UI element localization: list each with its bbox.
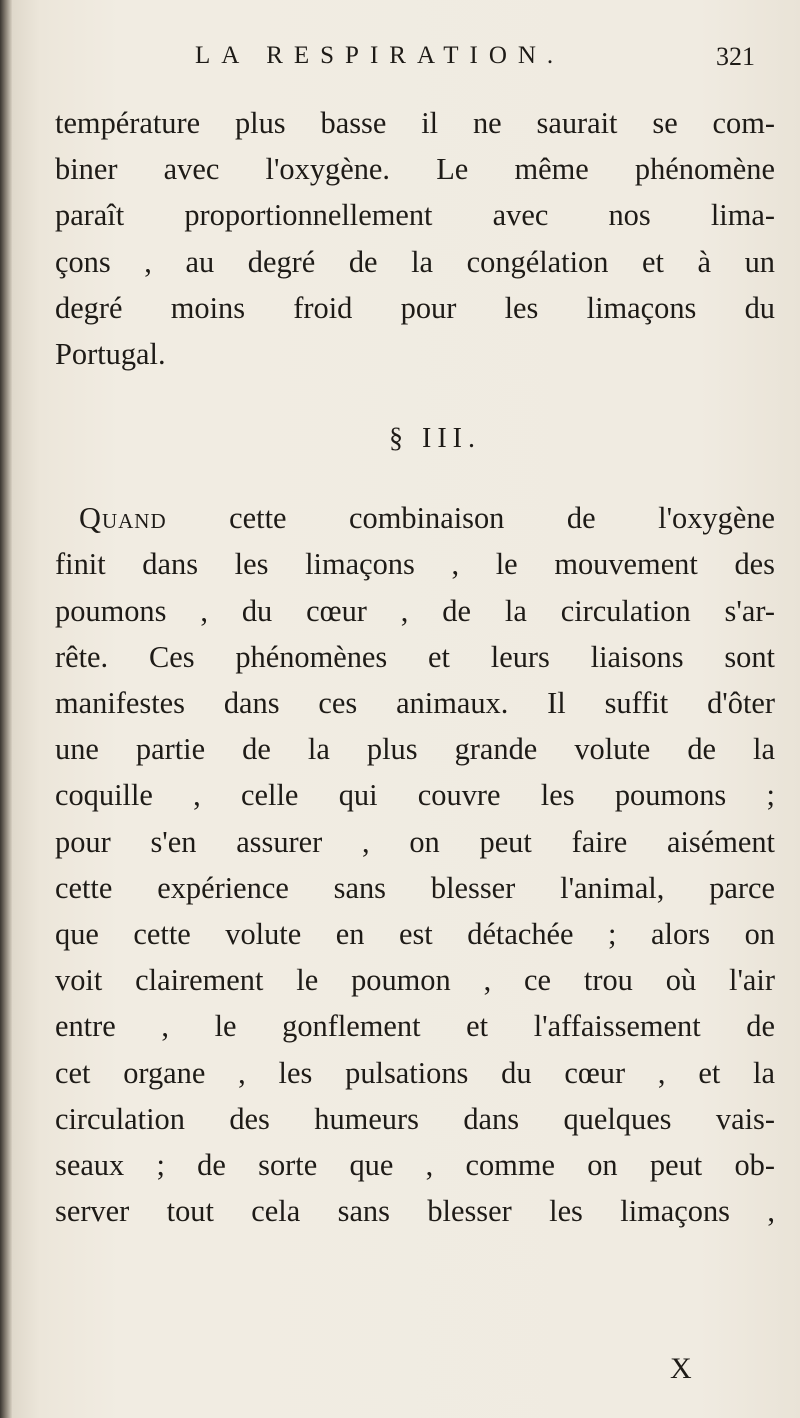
page-gutter-shadow bbox=[0, 0, 12, 1418]
text-line: coquille , celle qui couvre les poumons ; bbox=[55, 778, 775, 813]
text-line: degré moins froid pour les limaçons du bbox=[55, 290, 775, 325]
text-line: seaux ; de sorte que , comme on peut ob- bbox=[55, 1148, 775, 1183]
drop-word: Quand bbox=[79, 501, 167, 536]
text-line: entre , le gonflement et l'affaissement de bbox=[55, 1009, 775, 1044]
running-title: LA RESPIRATION. bbox=[195, 42, 565, 69]
text-line: çons , au degré de la congélation et à un bbox=[55, 244, 775, 279]
section-heading: § III. bbox=[389, 423, 481, 455]
text-line: cet organe , les pulsations du cœur , et la bbox=[55, 1055, 775, 1090]
text-block bbox=[55, 100, 775, 1234]
text-line: server tout cela sans blesser les limaçons , bbox=[55, 1194, 775, 1229]
page-header bbox=[0, 42, 800, 82]
text-line: que cette volute en est détachée ; alors on bbox=[55, 917, 775, 952]
text-line: finit dans les limaçons , le mouvement des bbox=[55, 547, 775, 582]
text-line: paraît proportionnellement avec nos lima- bbox=[55, 198, 775, 233]
text-line: voit clairement le poumon , ce trou où l'air bbox=[55, 963, 775, 998]
text-line: une partie de la plus grande volute de la bbox=[55, 732, 775, 767]
text-line: manifestes dans ces animaux. Il suffit d'ôter bbox=[55, 686, 775, 721]
text-line: température plus basse il ne saurait se com- bbox=[55, 106, 775, 140]
paragraph-1 bbox=[55, 100, 775, 377]
text-line: cette expérience sans blesser l'animal, parce bbox=[55, 870, 775, 905]
text-line: pour s'en assurer , on peut faire aisément bbox=[55, 824, 775, 859]
text-line: rête. Ces phénomènes et leurs liaisons sont bbox=[55, 639, 775, 674]
text-line: poumons , du cœur , de la circulation s'ar- bbox=[55, 593, 775, 628]
text-line: Portugal. bbox=[55, 337, 166, 372]
paragraph-2 bbox=[55, 495, 775, 1234]
text-line-first bbox=[55, 495, 775, 541]
first-line-rest: cette combinaison de l'oxygène bbox=[166, 501, 775, 536]
text-line: circulation des humeurs dans quelques vais- bbox=[55, 1101, 775, 1136]
page-number: 321 bbox=[716, 42, 755, 71]
text-line: biner avec l'oxygène. Le même phénomène bbox=[55, 152, 775, 187]
signature-mark: X bbox=[670, 1352, 692, 1385]
